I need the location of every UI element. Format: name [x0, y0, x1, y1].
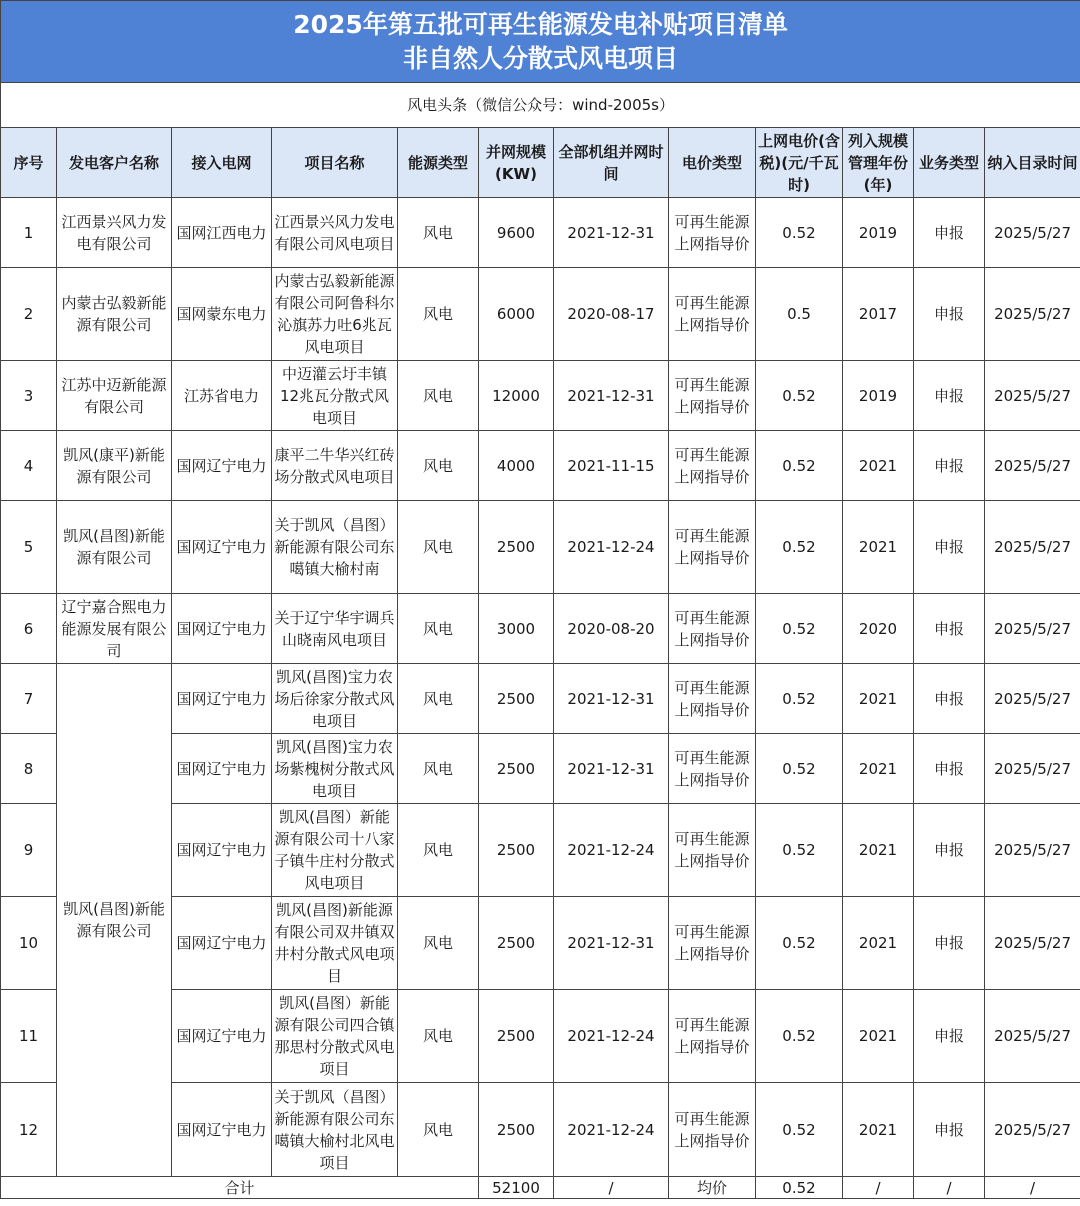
- energy-type: 风电: [398, 198, 479, 268]
- price-type: 可再生能源上网指导价: [669, 431, 756, 501]
- grid-connection-date: 2020-08-20: [554, 594, 669, 664]
- scale-year: 2021: [843, 990, 914, 1083]
- catalog-date: 2025/5/27: [985, 804, 1080, 897]
- row-number: 11: [1, 990, 57, 1083]
- project-name: 康平二牛华兴红砖场分散式风电项目: [272, 431, 398, 501]
- grid-name: 国网辽宁电力: [172, 664, 272, 734]
- grid-connection-date: 2020-08-17: [554, 268, 669, 361]
- capacity: 2500: [479, 804, 554, 897]
- capacity: 2500: [479, 734, 554, 804]
- grid-name: 国网辽宁电力: [172, 501, 272, 594]
- table-row: [1, 431, 1080, 501]
- row-number: 10: [1, 897, 57, 990]
- catalog-date: 2025/5/27: [985, 990, 1080, 1083]
- business-type: 申报: [914, 431, 985, 501]
- project-name: 凯风(昌图)新能源有限公司双井镇双井村分散式风电项目: [272, 897, 398, 990]
- total-price-type: 均价: [669, 1177, 756, 1199]
- customer-name: 江西景兴风力发电有限公司: [57, 198, 172, 268]
- merged-customer-name: 凯风(昌图)新能源有限公司: [57, 664, 172, 1177]
- customer-name: 内蒙古弘毅新能源有限公司: [57, 268, 172, 361]
- price-type: 可再生能源上网指导价: [669, 804, 756, 897]
- scale-year: 2019: [843, 361, 914, 431]
- tariff: 0.52: [756, 804, 843, 897]
- row-number: 6: [1, 594, 57, 664]
- table-row: [1, 198, 1080, 268]
- capacity: 2500: [479, 897, 554, 990]
- catalog-date: 2025/5/27: [985, 664, 1080, 734]
- business-type: 申报: [914, 897, 985, 990]
- scale-year: 2021: [843, 501, 914, 594]
- capacity: 3000: [479, 594, 554, 664]
- total-year: /: [843, 1177, 914, 1199]
- tariff: 0.52: [756, 198, 843, 268]
- price-type: 可再生能源上网指导价: [669, 501, 756, 594]
- col-header-price: 上网电价(含税)(元/千瓦时): [756, 128, 843, 198]
- grid-name: 国网辽宁电力: [172, 594, 272, 664]
- row-number: 9: [1, 804, 57, 897]
- tariff: 0.52: [756, 664, 843, 734]
- business-type: 申报: [914, 594, 985, 664]
- scale-year: 2021: [843, 1083, 914, 1177]
- energy-type: 风电: [398, 664, 479, 734]
- scale-year: 2021: [843, 431, 914, 501]
- project-name: 江西景兴风力发电有限公司风电项目: [272, 198, 398, 268]
- project-name: 内蒙古弘毅新能源有限公司阿鲁科尔沁旗苏力吐6兆瓦风电项目: [272, 268, 398, 361]
- business-type: 申报: [914, 198, 985, 268]
- tariff: 0.52: [756, 990, 843, 1083]
- business-type: 申报: [914, 664, 985, 734]
- grid-name: 国网江西电力: [172, 198, 272, 268]
- total-price: 0.52: [756, 1177, 843, 1199]
- row-number: 1: [1, 198, 57, 268]
- business-type: 申报: [914, 990, 985, 1083]
- project-name: 关于凯风（昌图）新能源有限公司东噶镇大榆村北风电项目: [272, 1083, 398, 1177]
- col-header-project: 项目名称: [272, 128, 398, 198]
- tariff: 0.52: [756, 361, 843, 431]
- capacity: 6000: [479, 268, 554, 361]
- project-name: 关于凯风（昌图）新能源有限公司东噶镇大榆村南: [272, 501, 398, 594]
- grid-name: 国网辽宁电力: [172, 734, 272, 804]
- grid-connection-date: 2021-12-24: [554, 990, 669, 1083]
- price-type: 可再生能源上网指导价: [669, 664, 756, 734]
- total-date: /: [554, 1177, 669, 1199]
- source-note: 风电头条（微信公众号：wind-2005s）: [1, 83, 1080, 128]
- catalog-date: 2025/5/27: [985, 268, 1080, 361]
- grid-connection-date: 2021-12-31: [554, 198, 669, 268]
- grid-connection-date: 2021-12-24: [554, 501, 669, 594]
- row-number: 7: [1, 664, 57, 734]
- row-number: 8: [1, 734, 57, 804]
- project-name: 凯风(昌图）新能源有限公司四合镇那思村分散式风电项目: [272, 990, 398, 1083]
- col-header-energy: 能源类型: [398, 128, 479, 198]
- business-type: 申报: [914, 268, 985, 361]
- catalog-date: 2025/5/27: [985, 431, 1080, 501]
- capacity: 2500: [479, 1083, 554, 1177]
- col-header-biz: 业务类型: [914, 128, 985, 198]
- row-number: 12: [1, 1083, 57, 1177]
- tariff: 0.52: [756, 501, 843, 594]
- grid-name: 国网蒙东电力: [172, 268, 272, 361]
- table-row: [1, 664, 1080, 734]
- col-header-date: 全部机组并网时间: [554, 128, 669, 198]
- scale-year: 2021: [843, 734, 914, 804]
- tariff: 0.5: [756, 268, 843, 361]
- energy-type: 风电: [398, 594, 479, 664]
- total-label: 合计: [1, 1177, 479, 1199]
- grid-name: 江苏省电力: [172, 361, 272, 431]
- business-type: 申报: [914, 734, 985, 804]
- energy-type: 风电: [398, 804, 479, 897]
- grid-name: 国网辽宁电力: [172, 990, 272, 1083]
- capacity: 2500: [479, 990, 554, 1083]
- scale-year: 2019: [843, 198, 914, 268]
- scale-year: 2021: [843, 664, 914, 734]
- business-type: 申报: [914, 361, 985, 431]
- scale-year: 2021: [843, 804, 914, 897]
- catalog-date: 2025/5/27: [985, 1083, 1080, 1177]
- energy-type: 风电: [398, 501, 479, 594]
- energy-type: 风电: [398, 268, 479, 361]
- row-number: 5: [1, 501, 57, 594]
- row-number: 3: [1, 361, 57, 431]
- grid-connection-date: 2021-12-31: [554, 734, 669, 804]
- tariff: 0.52: [756, 594, 843, 664]
- total-capacity: 52100: [479, 1177, 554, 1199]
- grid-name: 国网辽宁电力: [172, 1083, 272, 1177]
- customer-name: 凯风(康平)新能源有限公司: [57, 431, 172, 501]
- table-row: [1, 501, 1080, 594]
- catalog-date: 2025/5/27: [985, 897, 1080, 990]
- project-name: 凯风(昌图）新能源有限公司十八家子镇牛庄村分散式风电项目: [272, 804, 398, 897]
- business-type: 申报: [914, 804, 985, 897]
- table-row: [1, 268, 1080, 361]
- grid-connection-date: 2021-12-24: [554, 804, 669, 897]
- grid-connection-date: 2021-11-15: [554, 431, 669, 501]
- capacity: 2500: [479, 501, 554, 594]
- energy-type: 风电: [398, 431, 479, 501]
- catalog-date: 2025/5/27: [985, 594, 1080, 664]
- col-header-customer: 发电客户名称: [57, 128, 172, 198]
- capacity: 2500: [479, 664, 554, 734]
- col-header-no: 序号: [1, 128, 57, 198]
- table-row: [1, 594, 1080, 664]
- price-type: 可再生能源上网指导价: [669, 897, 756, 990]
- row-number: 2: [1, 268, 57, 361]
- tariff: 0.52: [756, 431, 843, 501]
- capacity: 9600: [479, 198, 554, 268]
- price-type: 可再生能源上网指导价: [669, 198, 756, 268]
- project-name: 中迈灌云圩丰镇12兆瓦分散式风电项目: [272, 361, 398, 431]
- catalog-date: 2025/5/27: [985, 734, 1080, 804]
- price-type: 可再生能源上网指导价: [669, 1083, 756, 1177]
- total-row: [1, 1177, 1080, 1199]
- customer-name: 江苏中迈新能源有限公司: [57, 361, 172, 431]
- table-title: [1, 1, 1080, 83]
- col-header-catalog: 纳入目录时间: [985, 128, 1080, 198]
- col-header-capacity: 并网规模(KW): [479, 128, 554, 198]
- catalog-date: 2025/5/27: [985, 198, 1080, 268]
- customer-name: 凯风(昌图)新能源有限公司: [57, 501, 172, 594]
- capacity: 4000: [479, 431, 554, 501]
- price-type: 可再生能源上网指导价: [669, 734, 756, 804]
- project-name: 凯风(昌图)宝力农场后徐家分散式风电项目: [272, 664, 398, 734]
- col-header-price-type: 电价类型: [669, 128, 756, 198]
- project-name: 关于辽宁华宇调兵山晓南风电项目: [272, 594, 398, 664]
- grid-connection-date: 2021-12-31: [554, 361, 669, 431]
- total-catalog: /: [985, 1177, 1080, 1199]
- project-name: 凯风(昌图)宝力农场紫槐树分散式风电项目: [272, 734, 398, 804]
- grid-connection-date: 2021-12-31: [554, 664, 669, 734]
- tariff: 0.52: [756, 734, 843, 804]
- table-row: [1, 361, 1080, 431]
- price-type: 可再生能源上网指导价: [669, 268, 756, 361]
- business-type: 申报: [914, 501, 985, 594]
- price-type: 可再生能源上网指导价: [669, 594, 756, 664]
- energy-type: 风电: [398, 897, 479, 990]
- scale-year: 2021: [843, 897, 914, 990]
- grid-name: 国网辽宁电力: [172, 897, 272, 990]
- scale-year: 2020: [843, 594, 914, 664]
- customer-name: 辽宁嘉合熙电力能源发展有限公司: [57, 594, 172, 664]
- price-type: 可再生能源上网指导价: [669, 990, 756, 1083]
- price-type: 可再生能源上网指导价: [669, 361, 756, 431]
- grid-name: 国网辽宁电力: [172, 804, 272, 897]
- energy-type: 风电: [398, 990, 479, 1083]
- col-header-year: 列入规模管理年份(年): [843, 128, 914, 198]
- col-header-grid: 接入电网: [172, 128, 272, 198]
- energy-type: 风电: [398, 734, 479, 804]
- energy-type: 风电: [398, 361, 479, 431]
- grid-connection-date: 2021-12-31: [554, 897, 669, 990]
- grid-connection-date: 2021-12-24: [554, 1083, 669, 1177]
- catalog-date: 2025/5/27: [985, 361, 1080, 431]
- capacity: 12000: [479, 361, 554, 431]
- business-type: 申报: [914, 1083, 985, 1177]
- energy-type: 风电: [398, 1083, 479, 1177]
- scale-year: 2017: [843, 268, 914, 361]
- tariff: 0.52: [756, 897, 843, 990]
- title-line-2: 非自然人分散式风电项目: [403, 43, 679, 73]
- total-biz: /: [914, 1177, 985, 1199]
- catalog-date: 2025/5/27: [985, 501, 1080, 594]
- grid-name: 国网辽宁电力: [172, 431, 272, 501]
- title-line-1: 2025年第五批可再生能源发电补贴项目清单: [293, 9, 788, 39]
- tariff: 0.52: [756, 1083, 843, 1177]
- row-number: 4: [1, 431, 57, 501]
- table-body: [1, 198, 1080, 1177]
